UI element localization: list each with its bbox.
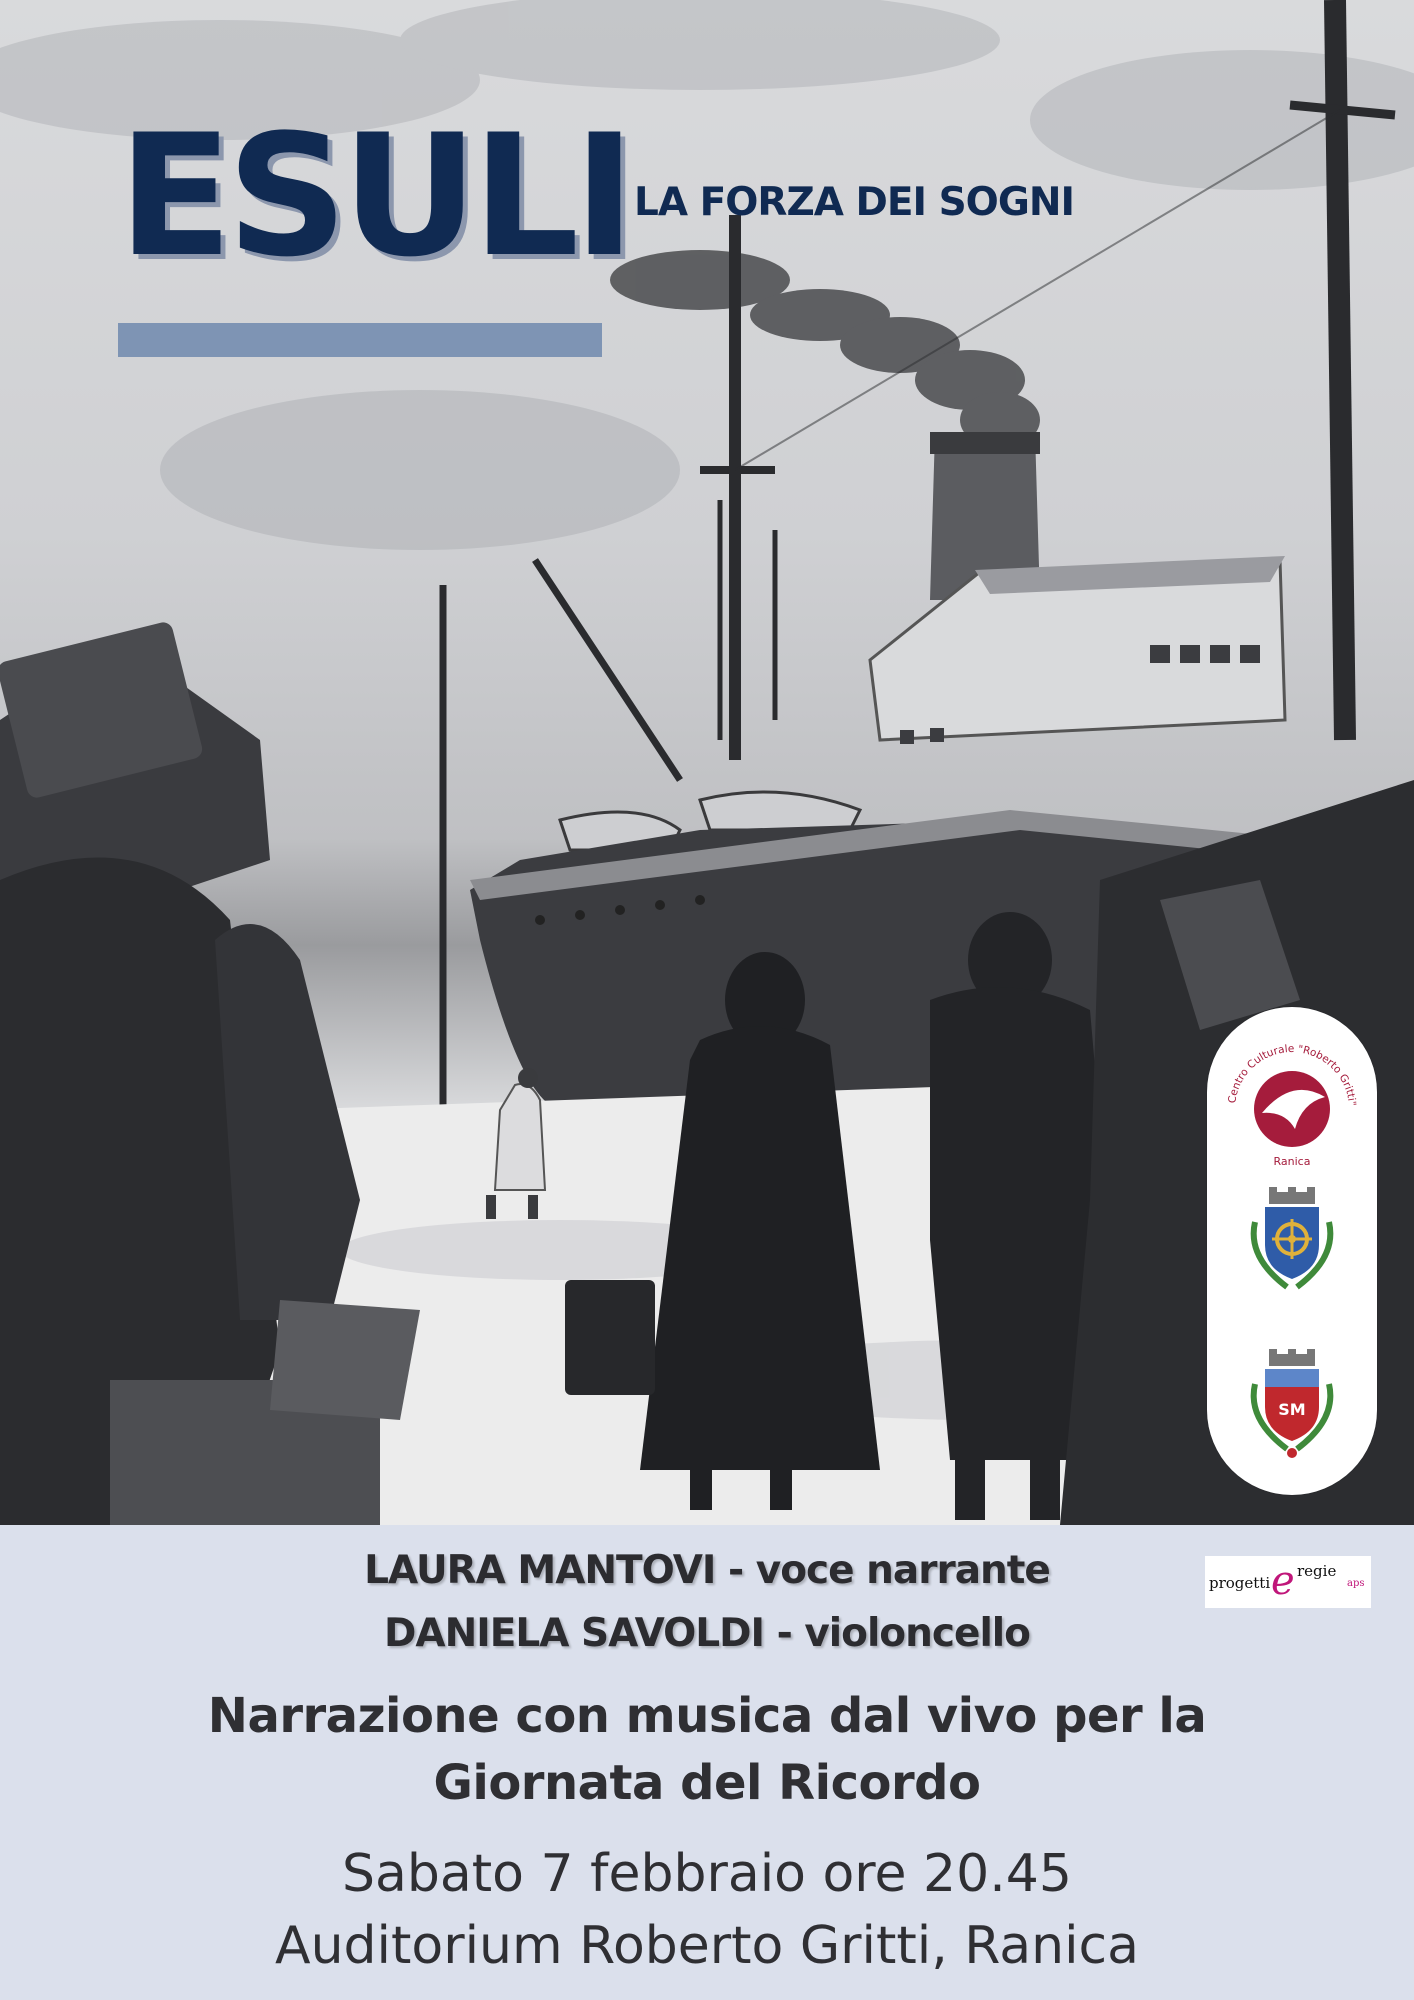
event-venue: Auditorium Roberto Gritti, Ranica: [275, 1916, 1139, 1976]
event-description-line-2: Giornata del Ricordo: [433, 1755, 981, 1811]
credit-line-cellist: [0, 1611, 1414, 1656]
sponsor-word-1: progetti: [1209, 1574, 1271, 1592]
partner-logos: [1207, 1007, 1377, 1495]
centre-place-text: Ranica: [1273, 1155, 1311, 1168]
title-underline: [118, 323, 602, 357]
municipal-crest-1: [1254, 1187, 1331, 1287]
credit-line-narrator: [0, 1548, 1414, 1593]
sponsor-letter: e: [1271, 1558, 1295, 1604]
event-description-line-1: Narrazione con musica dal vivo per la: [207, 1688, 1207, 1744]
credit-separator: -: [776, 1611, 792, 1656]
logos-graphic: [1207, 1007, 1377, 1495]
centre-ring-text: Centro Culturale "Roberto Gritti": [1226, 1042, 1358, 1107]
performer-name: DANIELA SAVOLDI: [384, 1611, 765, 1656]
performer-name: LAURA MANTOVI: [364, 1548, 716, 1593]
sponsor-logo: [1205, 1556, 1371, 1608]
event-date: Sabato 7 febbraio ore 20.45: [342, 1844, 1072, 1904]
centro-culturale-logo: [1226, 1043, 1358, 1168]
performer-role: voce narrante: [755, 1548, 1050, 1593]
municipal-crest-2: [1254, 1349, 1331, 1458]
crest-initials: SM: [1278, 1400, 1306, 1419]
credit-separator: -: [728, 1548, 744, 1593]
performer-role: violoncello: [804, 1611, 1030, 1656]
poster-title: ESULI: [118, 98, 630, 294]
sponsor-suffix: aps: [1347, 1578, 1365, 1589]
poster-subtitle: LA FORZA DEI SOGNI: [634, 180, 1074, 225]
sponsor-word-2: regie: [1297, 1562, 1337, 1580]
